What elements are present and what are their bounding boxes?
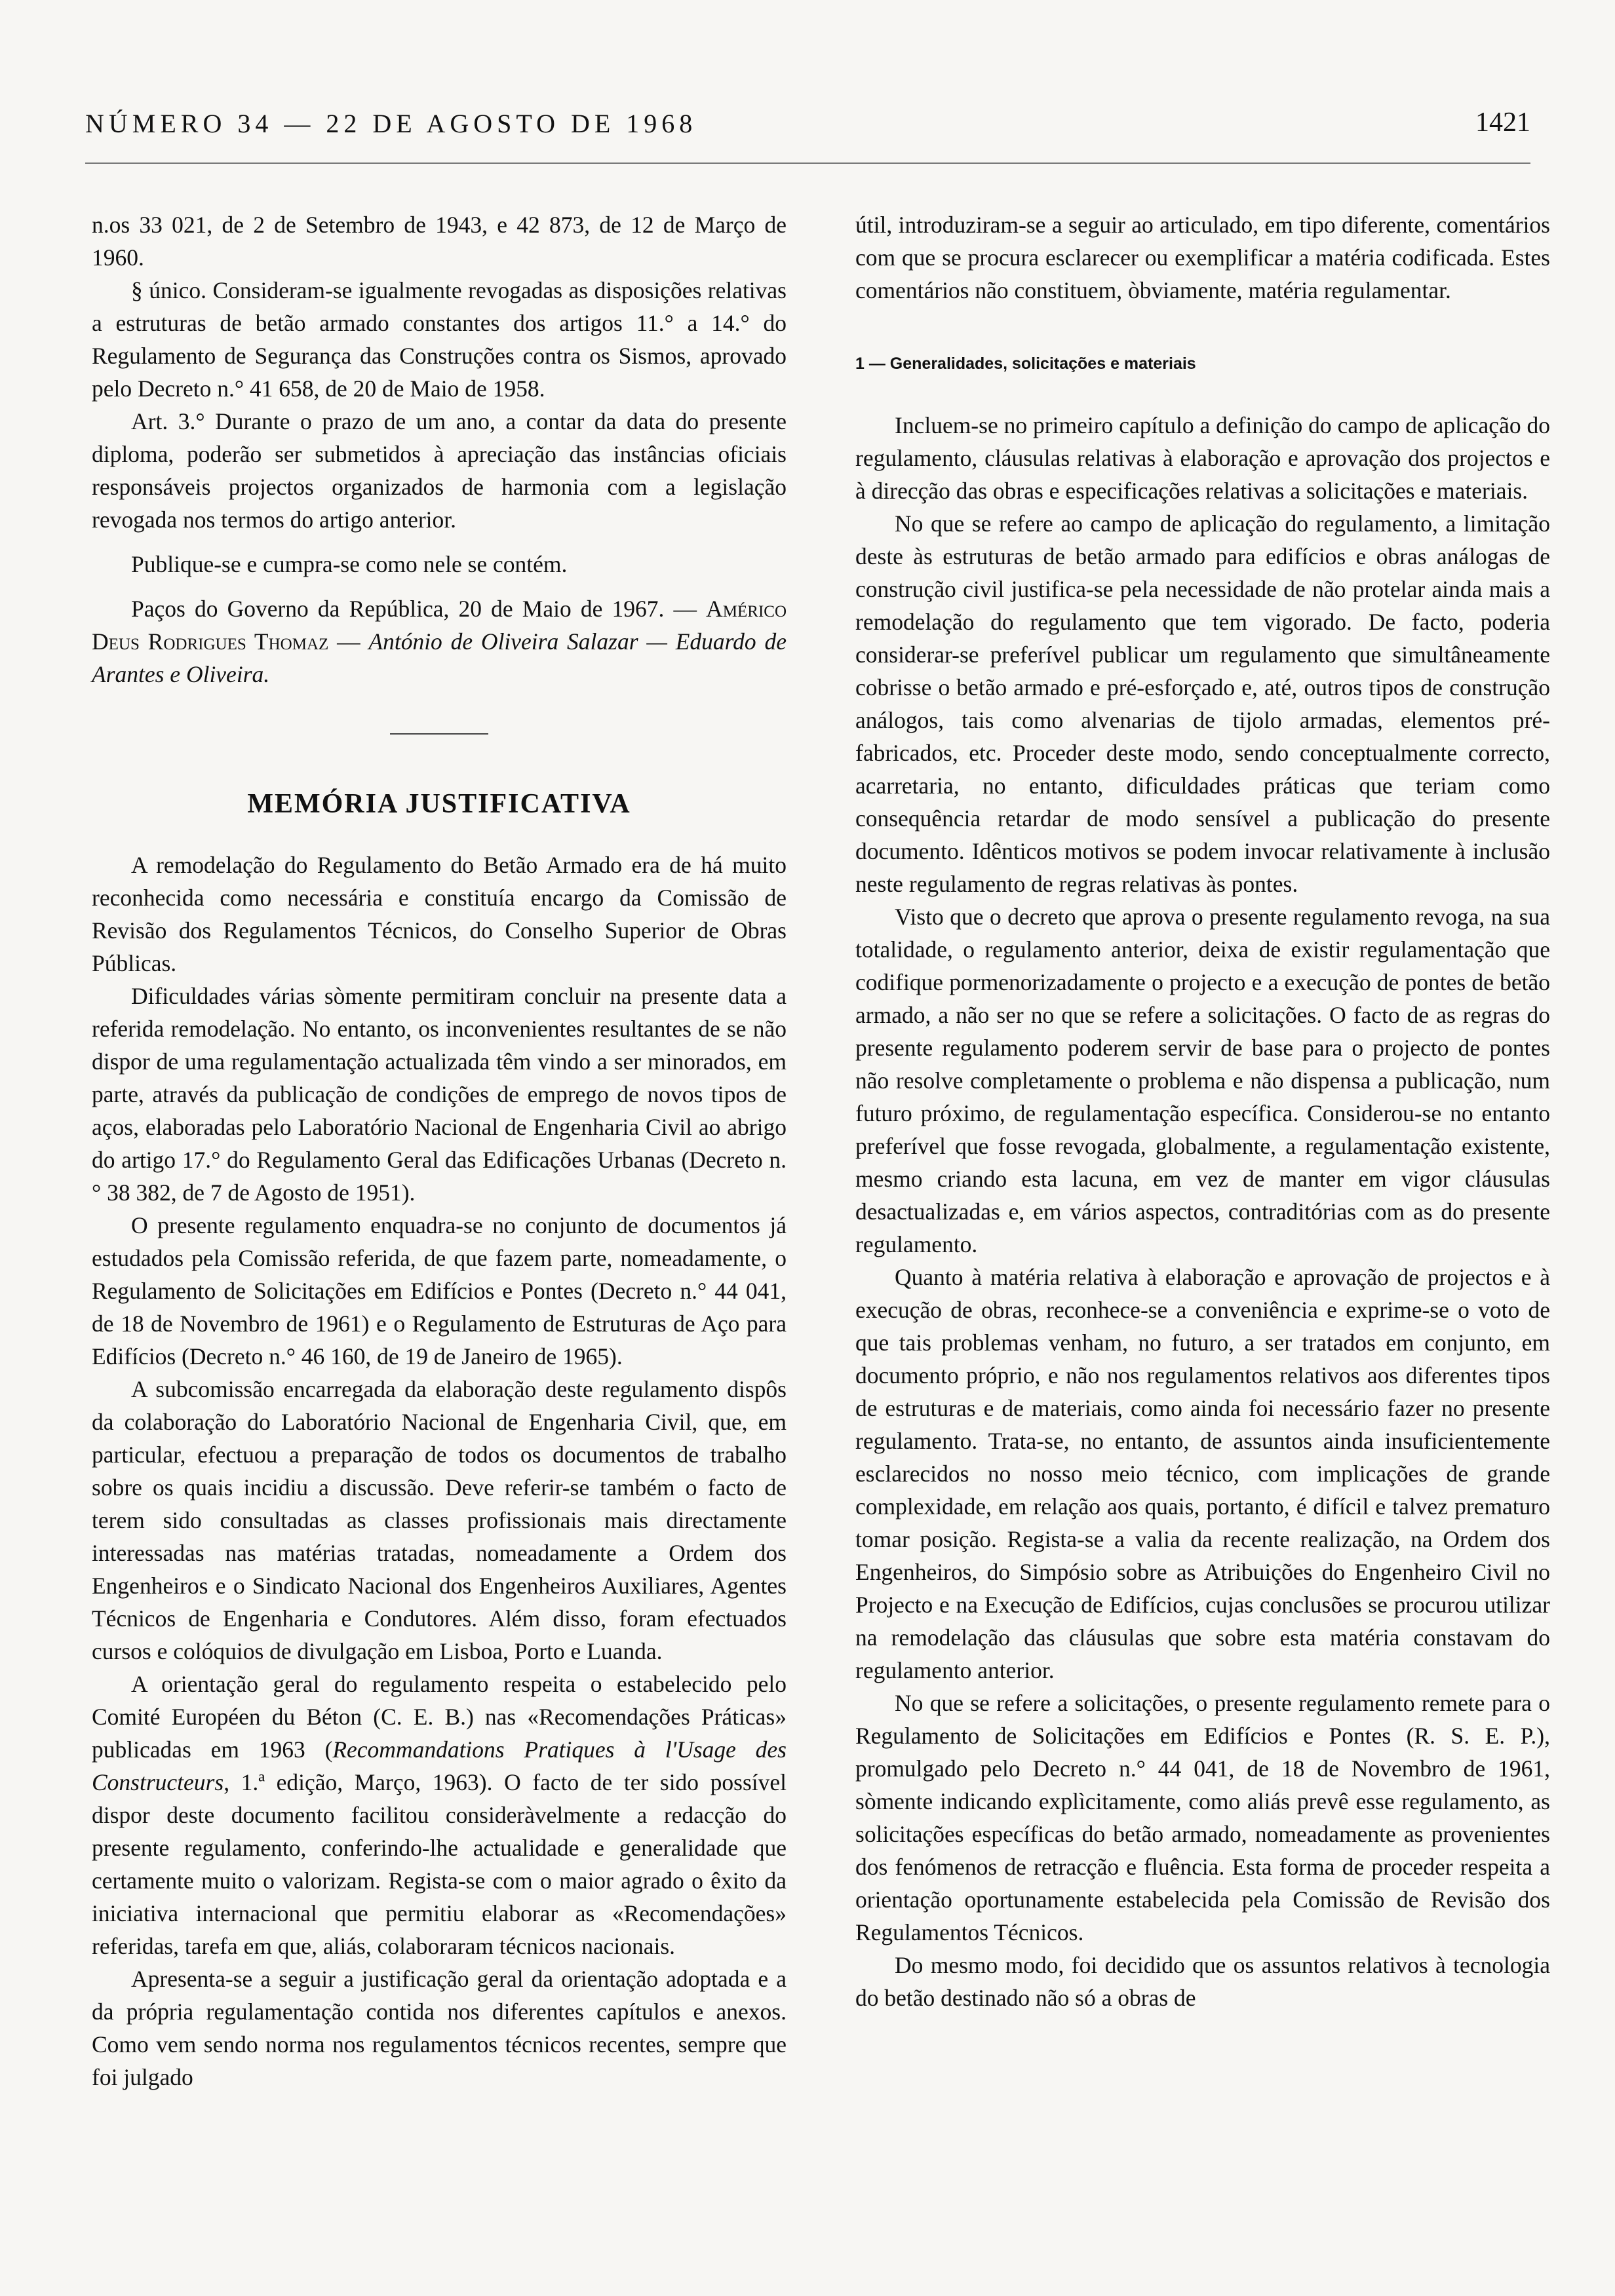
paragraph: Incluem-se no primeiro capítulo a definição do campo de aplicação do regulamento, cláusulas relativas à elaboração e aprovação dos projectos e à direcção das obras e especificações relativas a solicitações e materiais. <box>855 412 1550 504</box>
signature-date: Paços do Governo da República, 20 de Maio de 1967. — <box>131 596 697 622</box>
citation-title: Recommandations Pratiques à l'Usage des Constructeurs <box>92 1736 787 1795</box>
paragraph: Visto que o decreto que aprova o presente regulamento revoga, na sua totalidade, o regulamento anterior, deixa de existir regulamentação que codifique pormenorizadamente o projecto e a execução de pontes de betão armado, a não ser no que se refere a solicitações. O facto de as regras do presente regulamento poderem servir de base para o projecto de pontes não resolve completamente o problema e não dispensa a publicação, num futuro próximo, de regulamentação específica. Considerou-se no entanto preferível que fosse revogada, globalmente, a regulamentação existente, mesmo criando esta lacuna, em vez de manter em vigor cláusulas desactualizadas e, em vários aspectos, contraditórias com as do presente regulamento. <box>855 904 1550 1257</box>
paragraph: Do mesmo modo, foi decidido que os assuntos relativos à tecnologia do betão destinado não só a obras de <box>855 1952 1550 2011</box>
paragraph: No que se refere ao campo de aplicação do regulamento, a limitação deste às estruturas de betão armado para edifícios e obras análogas de construção civil justifica-se pela necessidade de não protelar ainda mais a remodelação do regulamento que tem vigorado. De facto, poderia considerar-se preferível publicar um regulamento que simultâneamente cobrisse o betão armado e pré-esforçado e, até, outros tipos de construção análogos, tais como alvenarias de tijolo armadas, elementos pré-fabricados, etc. Proceder deste modo, sendo conceptualmente correcto, acarretaria, no entanto, dificuldades práticas que teriam como consequência retardar de modo sensível a publicação do presente documento. Idênticos motivos se podem invocar relativamente à inclusão neste regulamento de regras relativas às pontes. <box>855 510 1550 897</box>
signatory-names: António de Oliveira Salazar — Eduardo de Arantes e Oliveira. <box>92 628 787 687</box>
paragraph: Apresenta-se a seguir a justificação geral da orientação adoptada e a da própria regulamentação contida nos diferentes capítulos e anexos. Como vem sendo norma nos regulamentos técnicos recentes, sempre que foi julgado <box>92 1966 787 2090</box>
signatory-name: Américo Deus Rodrigues Thomaz <box>92 596 787 655</box>
signature-paragraph <box>92 592 787 691</box>
page-header <box>85 108 1530 147</box>
paragraph <box>92 1668 787 1962</box>
section-separator <box>390 733 488 735</box>
signature-dash: — <box>328 628 369 655</box>
text-run: , 1.ª edição, Março, 1963). O facto de ter sido possível dispor deste documento facilitou consideràvelmente a redacção do presente regulamento, conferindo-lhe actualidade e generalidade que certamente muito o valorizam. Regista-se com o maior agrado o êxito da iniciativa internacional que permitiu elaborar as «Recomendações» referidas, tarefa em que, aliás, colaboraram técnicos nacionais. <box>92 1769 787 1959</box>
paragraph: Quanto à matéria relativa à elaboração e aprovação de projectos e à execução de obras, reconhece-se a conveniência e exprime-se o voto de que tais problemas venham, no futuro, a ser tratados em conjunto, em documento próprio, e não nos regulamentos relativos aos diferentes tipos de estruturas e de materiais, como ainda foi necessário fazer no presente regulamento. Trata-se, no entanto, de assuntos ainda insuficientemente esclarecidos no nosso meio técnico, com implicações de grande complexidade, em relação aos quais, portanto, é difícil e talvez prematuro tomar posição. Regista-se a valia da recente realização, na Ordem dos Engenheiros, do Simpósio sobre as Atribuições do Engenheiro Civil no Projecto e na Execução de Edifícios, cujas conclusões se procurou utilizar na remodelação das cláusulas que sobre esta matéria constavam do regulamento anterior. <box>855 1264 1550 1683</box>
paragraph: n.os 33 021, de 2 de Setembro de 1943, e 42 873, de 12 de Março de 1960. <box>92 212 787 271</box>
paragraph: O presente regulamento enquadra-se no conjunto de documentos já estudados pela Comissão referida, de que fazem parte, nomeadamente, o Regulamento de Solicitações em Edifícios e Pontes (Decreto n.° 44 041, de 18 de Novembro de 1961) e o Regulamento de Estruturas de Aço para Edifícios (Decreto n.° 46 160, de 19 de Janeiro de 1965). <box>92 1212 787 1369</box>
text-run: A orientação geral do regulamento respeita o estabelecido pelo Comité Européen du Béton (C. E. B.) nas «Recomendações Práticas» publicadas em 1963 ( <box>92 1671 787 1763</box>
paragraph: Dificuldades várias sòmente permitiram concluir na presente data a referida remodelação. No entanto, os inconvenientes resultantes de se não dispor de uma regulamentação actualizada têm vindo a ser minorados, em parte, através da publicação de condições de emprego de novos tipos de aços, elaboradas pelo Laboratório Nacional de Engenharia Civil ao abrigo do artigo 17.° do Regulamento Geral das Edificações Urbanas (Decreto n.° 38 382, de 7 de Agosto de 1951). <box>92 983 787 1206</box>
paragraph: Publique-se e cumpra-se como nele se contém. <box>131 551 568 577</box>
paragraph: A remodelação do Regulamento do Betão Armado era de há muito reconhecida como necessária e constituía encargo da Comissão de Revisão dos Regulamentos Técnicos, do Conselho Superior de Obras Públicas. <box>92 852 787 976</box>
paragraph: útil, introduziram-se a seguir ao articulado, em tipo diferente, comentários com que se procura esclarecer ou exemplificar a matéria codificada. Estes comentários não constituem, òbviamente, matéria regulamentar. <box>855 212 1550 303</box>
paragraph: Art. 3.° Durante o prazo de um ano, a contar da data do presente diploma, poderão ser submetidos à apreciação das instâncias oficiais responsáveis projectos organizados de harmonia com a legislação revogada nos termos do artigo anterior. <box>92 408 787 533</box>
paragraph: § único. Consideram-se igualmente revogadas as disposições relativas a estruturas de betão armado constantes dos artigos 11.° a 14.° do Regulamento de Segurança das Construções contra os Sismos, aprovado pelo Decreto n.° 41 658, de 20 de Maio de 1958. <box>92 277 787 402</box>
paragraph: No que se refere a solicitações, o presente regulamento remete para o Regulamento de Solicitações em Edifícios e Pontes (R. S. E. P.), promulgado pelo Decreto n.° 44 041, de 18 de Novembro de 1961, sòmente indicando explìcitamente, como aliás prevê esse regulamento, as solicitações específicas do betão armado, nomeadamente as provenientes dos fenómenos de retracção e fluência. Esta forma de proceder respeita a orientação oportunamente estabelecida pela Comissão de Revisão dos Regulamentos Técnicos. <box>855 1690 1550 1945</box>
header-title: NÚMERO 34 — 22 DE AGOSTO DE 1968 <box>85 109 697 138</box>
left-column <box>92 208 787 2094</box>
page-number: 1421 <box>1475 107 1530 138</box>
section-heading: 1 — Generalidades, solicitações e materiais <box>855 354 1196 373</box>
section-title: MEMÓRIA JUSTIFICATIVA <box>247 789 631 819</box>
header-rule <box>85 163 1530 164</box>
right-column <box>855 208 1550 2014</box>
paragraph: A subcomissão encarregada da elaboração deste regulamento dispôs da colaboração do Laboratório Nacional de Engenharia Civil, que, em particular, efectuou a preparação de todos os documentos de trabalho sobre os quais incidiu a discussão. Deve referir-se também o facto de terem sido consultadas as classes profissionais mais directamente interessadas nas matérias tratadas, nomeadamente a Ordem dos Engenheiros e o Sindicato Nacional dos Engenheiros Auxiliares, Agentes Técnicos de Engenharia e Condutores. Além disso, foram efectuados cursos e colóquios de divulgação em Lisboa, Porto e Luanda. <box>92 1376 787 1664</box>
